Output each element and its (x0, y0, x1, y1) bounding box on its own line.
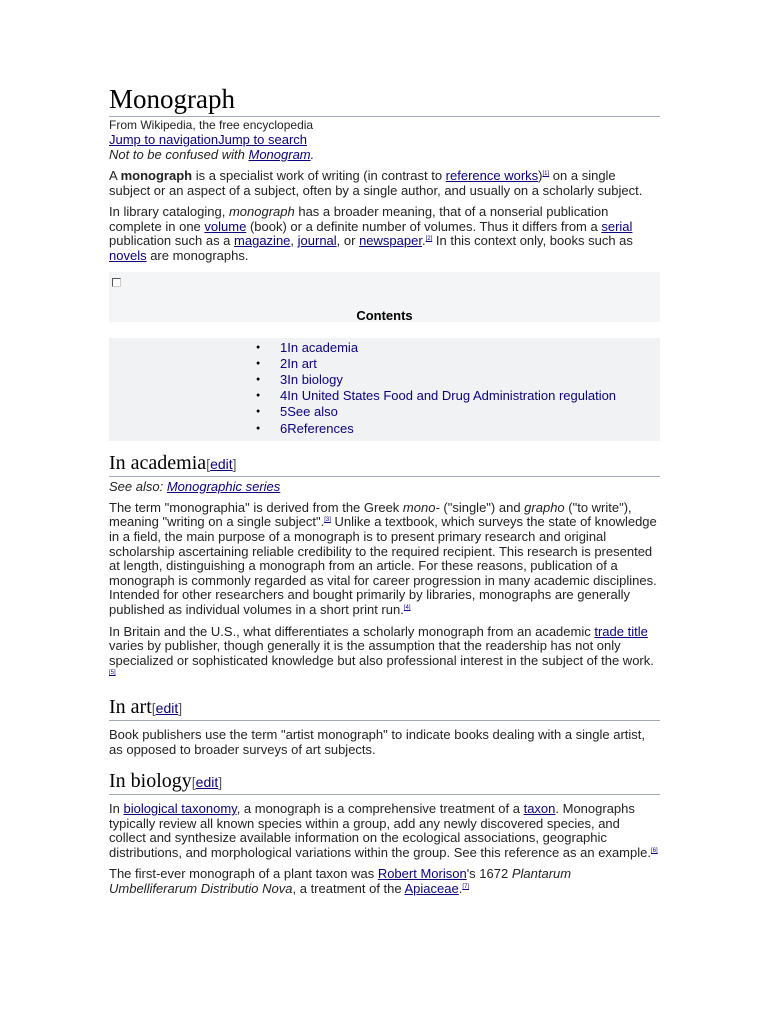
volume-link[interactable]: volume (204, 218, 247, 234)
page-title: Monograph (109, 82, 660, 117)
citation-7[interactable]: [7] (462, 884, 470, 891)
toc-item-label[interactable]: In art (287, 355, 317, 371)
citation-5[interactable]: [5] (109, 670, 116, 677)
edit-link[interactable]: edit (210, 455, 233, 472)
serial-link[interactable]: serial (601, 218, 633, 234)
site-subtitle: From Wikipedia, the free encyclopedia (109, 118, 314, 132)
section-heading-art (109, 695, 660, 721)
robert-morison-link[interactable]: Robert Morison (377, 866, 467, 882)
intro-paragraph-1: A monograph is a specialist work of writing (in contrast to reference works)[1] on a single subject or an aspect of a subject, often by a single author, and usually on a scholarly subject. (109, 168, 643, 198)
toc-header (109, 272, 660, 322)
toc-item[interactable] (256, 404, 660, 420)
monogram-link[interactable]: Monogram (248, 147, 311, 162)
jump-to-search-link[interactable]: Jump to search (218, 132, 307, 147)
toc-item-label[interactable]: In United States Food and Drug Administration regulation (287, 388, 617, 404)
reference-works-link[interactable]: reference works (445, 168, 539, 183)
toc-item-number: 1 (280, 339, 288, 355)
toc-item-number: 3 (280, 371, 288, 387)
novels-link[interactable]: novels (109, 247, 147, 263)
section-heading-biology (109, 769, 660, 795)
monographic-series-link[interactable]: Monographic series (166, 478, 281, 494)
taxon-link[interactable]: taxon (523, 801, 556, 817)
heading-text: In art (109, 695, 152, 718)
journal-link[interactable]: journal (297, 233, 337, 249)
trade-title-link[interactable]: trade title (594, 623, 648, 639)
toc-item[interactable] (256, 356, 660, 372)
jump-to-navigation-link[interactable]: Jump to navigation (109, 132, 219, 147)
biological-taxonomy-link[interactable]: biological taxonomy (123, 801, 237, 817)
toc-item-number: 6 (280, 420, 288, 436)
hatnote (109, 147, 660, 162)
toc-item[interactable] (256, 340, 660, 356)
heading-text: In biology (109, 770, 192, 793)
table-of-contents (109, 338, 660, 441)
toc-item-label[interactable]: In academia (287, 339, 359, 355)
newspaper-link[interactable]: newspaper (359, 233, 422, 249)
toc-item-number: 2 (280, 355, 288, 371)
article (109, 82, 660, 897)
citation-1[interactable]: [1] (542, 171, 550, 177)
edit-link[interactable]: edit (195, 774, 219, 791)
art-paragraph-1: Book publishers use the term "artist monograph" to indicate books dealing with a single artist, as opposed to broader surveys of art subjects. (109, 726, 646, 757)
hatnote-text: Not to be confused with (109, 147, 249, 162)
toc-item[interactable] (256, 372, 660, 388)
apiaceae-link[interactable]: Apiaceae (404, 881, 459, 897)
section-heading-academia (109, 451, 660, 477)
academia-paragraph-2: In Britain and the U.S., what differentiates a scholarly monograph from an academic trade title varies by publisher, though generally it is the assumption that the readership has not only specialized or sophisticated knowledge but also professional interest in the subject of the work.[5] (109, 623, 654, 677)
biology-paragraph-2: The first-ever monograph of a plant taxon was Robert Morison's 1672 Plantarum Umbelliferarum Distributio Nova, a treatment of the Apiaceae.[7] (109, 866, 572, 897)
heading-text: In academia (109, 451, 207, 474)
bold-term: monograph (120, 168, 193, 183)
edit-section-art: [edit] (151, 699, 183, 716)
toc-item-number: 5 (280, 404, 288, 420)
hatnote-period: . (310, 147, 315, 162)
citation-3[interactable]: [3] (324, 517, 331, 524)
see-also-note: See also: Monographic series (109, 478, 281, 494)
edit-link[interactable]: edit (155, 699, 179, 716)
toc-item-label[interactable]: See also (287, 404, 338, 420)
toc-item-label[interactable]: In biology (287, 371, 343, 387)
intro-paragraph-2: In library cataloging, monograph has a broader meaning, that of a nonserial publication complete in one volume (book) or a definite number of volumes. Thus it differs from a serial publication such as a magazine, journal, or newspaper.[2] In this context only, books such as novels are monographs. (109, 204, 633, 263)
magazine-link[interactable]: magazine (234, 233, 291, 249)
jump-links (109, 132, 660, 147)
academia-paragraph-1: The term "monographia" is derived from the Greek mono- ("single") and grapho ("to write"), meaning "writing on a single subject".[3] Unlike a textbook, which surveys the state of knowledge in a field, the main purpose of a monograph is to present primary research and original scholarship ascertaining reliable credibility to the required recipient. This research is presented at length, distinguishing a monograph from an article. For these reasons, publication of a monograph is commonly regarded as vital for career progression in many academic disciplines. Intended for other researchers and bought primarily by libraries, monographs are generally published as individual volumes in a short print run.[4] (109, 499, 657, 617)
edit-section-biology: [edit] (191, 774, 223, 791)
toc-item[interactable] (256, 421, 660, 437)
toc-toggle-checkbox[interactable] (112, 278, 121, 287)
biology-paragraph-1: In biological taxonomy, a monograph is a comprehensive treatment of a taxon. Monographs typically review all known species within a group, add any newly discovered species, and collect and synthesize available information on the ecological associations, geographic distributions, and morphological variations within the group. See this reference as an example.[6] (109, 801, 658, 860)
toc-item-number: 4 (280, 388, 288, 404)
edit-section-academia: [edit] (206, 455, 237, 472)
toc-item-label[interactable]: References (287, 420, 354, 436)
toc-title: Contents (356, 307, 413, 323)
citation-6[interactable]: [6] (650, 847, 658, 854)
citation-2[interactable]: [2] (425, 236, 433, 243)
citation-4[interactable]: [4] (403, 604, 411, 611)
toc-item[interactable] (256, 388, 660, 404)
